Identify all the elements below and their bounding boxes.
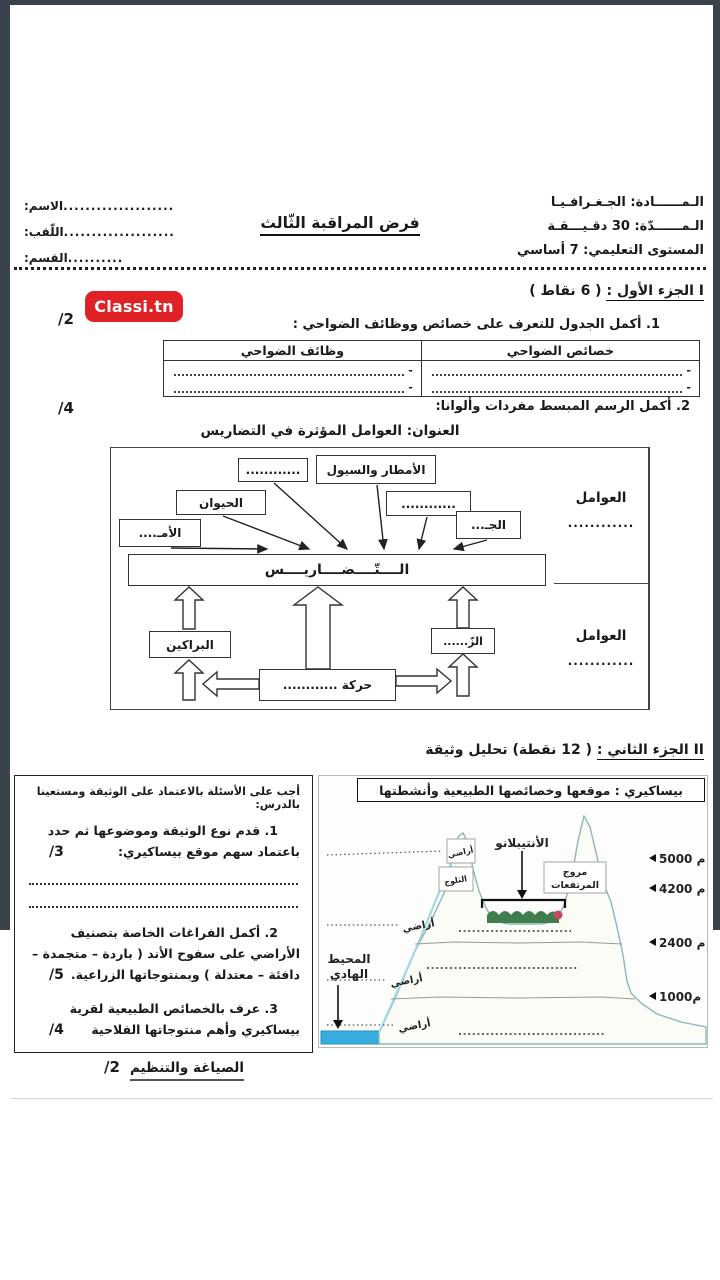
peak-label: الثلوج: [443, 874, 468, 887]
arrowhead-icon: [517, 890, 527, 899]
answer-dots: [432, 384, 683, 393]
q-score: /3: [49, 844, 64, 860]
answer-dots: ............: [567, 654, 635, 668]
terrain-factors-diagram: [110, 447, 650, 710]
part1-question2: 2. أكمل الرسم المبسط مفردات وألوانا:: [435, 399, 690, 414]
q-score: /4: [49, 1022, 64, 1038]
answer-dots: ............: [567, 516, 635, 530]
part2-intro: أجب على الأسئلة بالاعتماد على الوثيقة ومستعينا بالدرس:: [36, 785, 300, 811]
answer-dots: [29, 883, 298, 885]
altiplano-label: الأنتيبلانو: [495, 836, 549, 850]
table-cell: [164, 361, 421, 396]
part1-heading: I الجزء الأول : ( 6 نقاط ): [529, 283, 704, 299]
figure-title: بيساكيري : موقعها وخصائصها الطبيعية وأنشطتها: [357, 778, 705, 802]
peak-label: أراضي: [446, 845, 475, 860]
part2-question-1: 1. قدم نوع الوثيقة وموضوعها ثم حدد باعتماد سهم موقع بيساكيري: /3: [27, 820, 300, 862]
factors-cell-internal: العوامل ............: [554, 584, 648, 711]
classi-badge: Classi.tn: [85, 291, 183, 322]
blank-box: ............: [386, 491, 471, 516]
ocean-label: المحيط: [327, 952, 371, 966]
table-row: -: [174, 382, 413, 393]
dotted-separator: [14, 267, 706, 270]
table-row: -: [174, 365, 413, 376]
part2-heading: II الجزء الثاني : ( 12 نقطة) تحليل وثيقة: [425, 742, 704, 758]
answer-dots: [29, 906, 298, 908]
answer-dots: ..........: [67, 251, 124, 265]
elevation-label: م 4200: [659, 882, 706, 896]
q-score: /5: [49, 967, 64, 983]
elevation-label: م 5000: [659, 852, 706, 866]
elevation-label: م1000: [659, 990, 702, 1004]
part2-question-2: 2. أكمل الفراغات الخاصة بتصنيف الأراضي على سفوح الأند ( باردة – متجمدة – دافئة – معتدلة ) وبمنتوجاتها الزراعية. /5: [27, 922, 300, 985]
answer-dots: ....................: [63, 199, 175, 213]
answer-dots: ....................: [63, 225, 175, 239]
plateau-bracket: [482, 900, 565, 908]
class-field: القسم: ..........: [24, 245, 199, 271]
subject-line: الـمــــــادة: الجـغـرافـيـا: [550, 195, 704, 210]
header-meta: [444, 191, 704, 263]
rain-box: الأمطار والسيول: [316, 455, 436, 484]
elevation-ticks: [649, 854, 656, 1000]
sea-shape: [321, 1031, 379, 1044]
volcano-box: البراكين: [149, 631, 231, 658]
slope-label: أراضي: [397, 1018, 432, 1035]
factors-cell-external: العوامل ............: [554, 448, 648, 584]
bissakiri-figure: [318, 775, 708, 1048]
q2-score: /4: [58, 399, 74, 417]
slope-label: أراضي: [401, 918, 436, 935]
level-line: المستوى التعليمي: 7 أساسي: [516, 243, 704, 258]
part2-question-3: 3. عرف بالخصائص الطبيعية لقرية بيساكيري وأهم منتوجاتها الفلاحية /4: [27, 998, 300, 1040]
name-field: الاسم: ....................: [24, 193, 199, 219]
footer-score: /2: [104, 1058, 120, 1076]
q1-score: /2: [58, 310, 74, 328]
footer-grading: [24, 1058, 244, 1081]
table-row: -: [432, 382, 691, 393]
animal-box: الحيوان: [176, 490, 266, 515]
footer-label: الصياغة والتنظيم: [130, 1060, 244, 1081]
mountain-cross-section: [319, 803, 707, 1048]
table-col-functions: [164, 341, 421, 396]
terrain-box: الــــتّــــضــــاريــــس: [128, 554, 546, 586]
diagram-title: العنوان: العوامل المؤثرة في التضاريس: [200, 423, 460, 439]
slope-label: أراضي: [389, 973, 424, 990]
vegetation-shape: [487, 911, 559, 923]
part1-question1: 1. أكمل الجدول للتعرف على خصائص ووظائف الضواحي :: [292, 317, 660, 332]
answer-dots: [432, 367, 683, 376]
arrowhead-icon: [333, 1020, 343, 1029]
col-header: وظائف الضواحي: [164, 341, 421, 361]
meadows-label: مروج: [562, 867, 588, 878]
table-row: -: [432, 365, 691, 376]
page-bottom-edge: [10, 1098, 713, 1099]
surname-field: اللّقب: ....................: [24, 219, 199, 245]
elevation-label: م 2400: [659, 936, 706, 950]
part2-questions-box: [14, 775, 313, 1053]
village-dot: [554, 911, 563, 920]
scan-frame-left: [0, 0, 10, 930]
answer-dots: [174, 384, 404, 393]
scan-frame-top: [0, 0, 720, 5]
table-cell: [422, 361, 699, 396]
scan-frame-right: [713, 0, 720, 930]
suburbs-table: [163, 340, 700, 397]
table-col-characteristics: [421, 341, 699, 396]
partial-right-box: الجـ...: [456, 511, 521, 539]
answer-dots: [174, 367, 404, 376]
movement-box: حركة ............: [259, 669, 396, 701]
ocean-label: الهادي: [329, 967, 369, 981]
exam-title: فرض المراقبة الثّالث: [225, 214, 455, 232]
col-header: خصائص الضواحي: [422, 341, 699, 361]
student-fields: [24, 193, 199, 271]
blank-box: ............: [238, 458, 308, 482]
quake-box: الزّ......: [431, 628, 495, 654]
partial-left-box: الأمـ....: [119, 519, 201, 547]
duration-line: الـمــــــدّة: 30 دقـيـــقـة: [547, 219, 704, 234]
meadows-label: المرتفعات: [551, 880, 599, 891]
